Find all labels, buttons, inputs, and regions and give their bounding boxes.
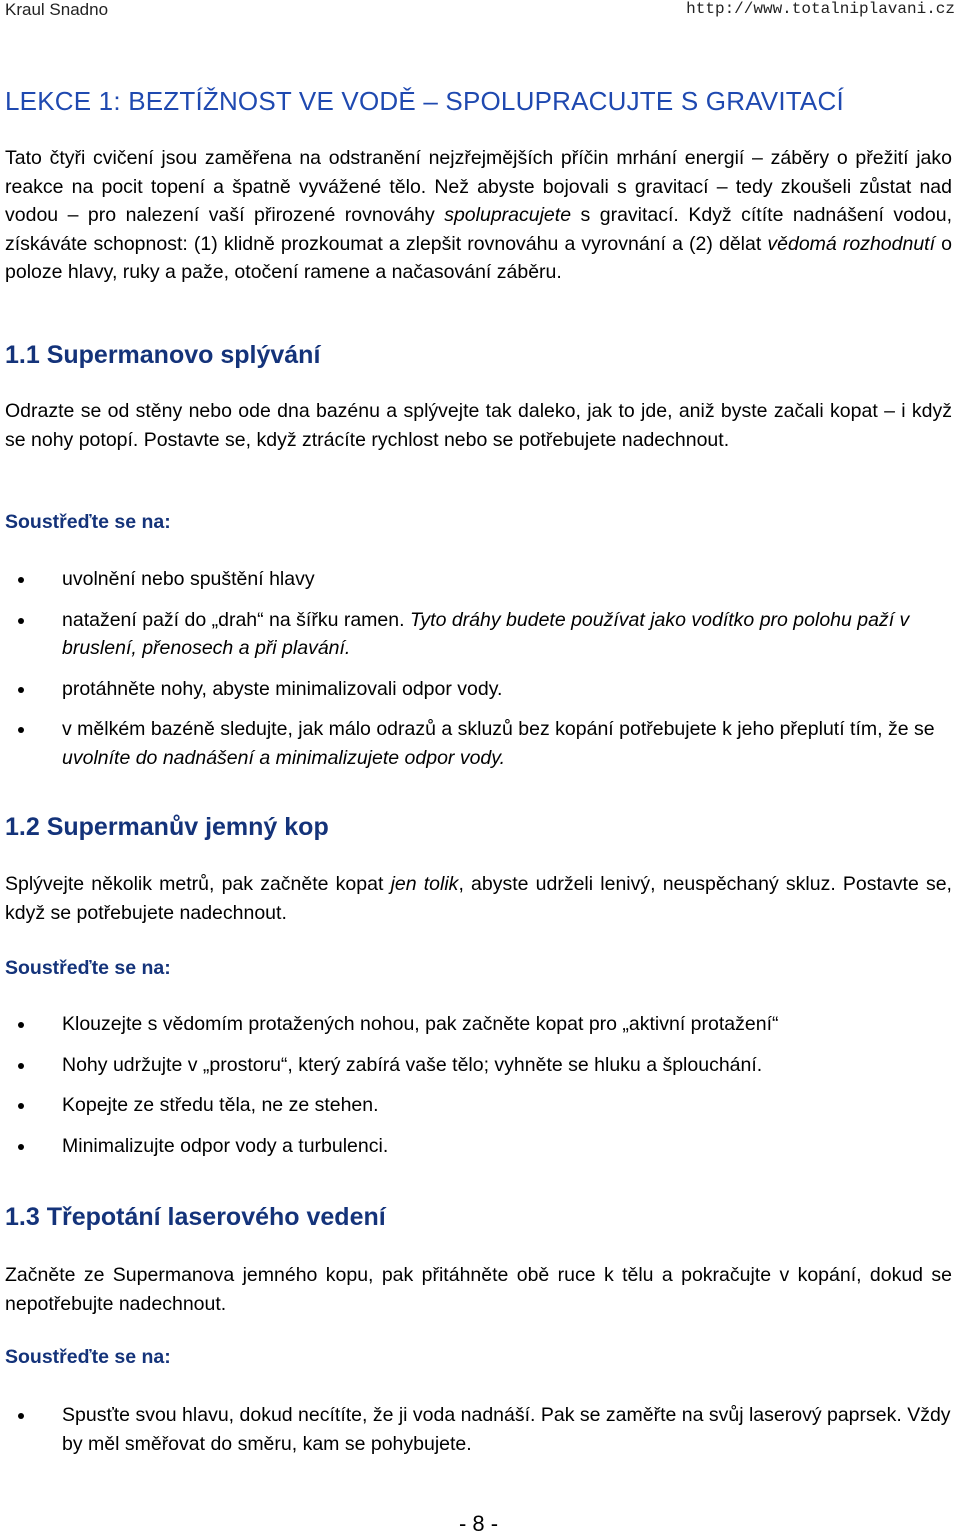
intro-text-italic-1: spolupracujete — [444, 204, 572, 226]
list-item — [5, 606, 952, 663]
list-item — [5, 1051, 952, 1080]
page-number: - 8 - — [458, 1511, 499, 1536]
list-item — [5, 1132, 952, 1161]
list-item — [5, 565, 952, 594]
intro-text-2: s gravitací. Když cítíte nadnášení vodou, získáváte schopnost: (1) klidně prozkoumat a zlepšit rovnováhu a vyrovnání a (2) dělat — [5, 204, 952, 255]
bullet-icon — [18, 618, 24, 624]
lesson-1-3-focus-label: Soustřeďte se na: — [5, 1346, 171, 1368]
lesson-1-3-text: Začněte ze Supermanova jemného kopu, pak přitáhněte obě ruce k tělu a pokračujte v kopání, dokud se nepotřebujte nadechnout. — [5, 1264, 952, 1315]
header-author: Kraul Snadno — [5, 0, 109, 19]
intro-text-italic-2: vědomá rozhodnutí — [767, 232, 936, 255]
intro-paragraph — [5, 144, 952, 287]
bullet-text: natažení paží do „drah“ na šířku ramen. — [62, 608, 410, 631]
bullet-icon — [18, 1063, 24, 1069]
lesson-1-3-bullets — [5, 1401, 952, 1470]
lesson-1-1-bullets — [5, 565, 952, 784]
lesson-title: LEKCE 1: BEZTÍŽNOST VE VODĚ – SPOLUPRACUJTE S GRAVITACÍ — [5, 86, 844, 116]
bullet-icon — [18, 1103, 24, 1109]
intro-text-1: Tato čtyři cvičení jsou zaměřena na odstranění nejzřejmějších příčin mrhání energií – záběry o přežití jako reakce na pocit topení a špatně vyvážené tělo. Než abyste bojovali s gravitací – tedy zkoušeli zůstat nad vodou – pro nalezení vaší přirozené rovnováhy — [5, 147, 952, 226]
bullet-text: Spusťte svou hlavu, dokud necítíte, že ji voda nadnáší. Pak se zaměřte na svůj laserový paprsek. Vždy by měl směřovat do směru, kam se pohybujete. — [62, 1404, 951, 1455]
list-item — [5, 675, 952, 704]
lesson-1-2-text-2: , abyste udrželi lenivý, neuspěchaný skluz. Postavte se, když se potřebujete nadechnout. — [5, 873, 952, 924]
lesson-1-2-focus-label: Soustřeďte se na: — [5, 957, 171, 979]
bullet-text: Klouzejte s vědomím protažených nohou, pak začněte kopat pro „aktivní protažení“ — [62, 1013, 779, 1035]
bullet-icon — [18, 577, 24, 583]
bullet-icon — [18, 687, 24, 693]
lesson-1-2-text-italic: jen tolik — [390, 873, 459, 895]
bullet-text: protáhněte nohy, abyste minimalizovali odpor vody. — [62, 677, 503, 700]
lesson-1-2-text-1: Splývejte několik metrů, pak začněte kopat — [5, 873, 391, 895]
bullet-text: Nohy udržujte v „prostoru“, který zabírá vaše tělo; vyhněte se hluku a šplouchání. — [62, 1053, 763, 1076]
list-item — [5, 1091, 952, 1120]
bullet-text-italic: uvolníte do nadnášení a minimalizujete odpor vody. — [62, 746, 505, 769]
bullet-icon — [18, 1022, 24, 1028]
lesson-1-1-heading: 1.1 Supermanovo splývání — [5, 341, 321, 369]
lesson-1-1-focus-label: Soustřeďte se na: — [5, 511, 171, 533]
header-url[interactable]: http://www.totalniplavani.cz — [686, 0, 955, 18]
bullet-icon — [18, 1413, 24, 1419]
lesson-1-2-heading: 1.2 Supermanův jemný kop — [5, 813, 329, 841]
lesson-1-2-bullets — [5, 1010, 952, 1172]
bullet-text: Minimalizujte odpor vody a turbulenci. — [62, 1134, 389, 1157]
lesson-1-2-text — [5, 870, 952, 927]
bullet-icon — [18, 1144, 24, 1150]
list-item — [5, 1401, 952, 1458]
bullet-text: Kopejte ze středu těla, ne ze stehen. — [62, 1094, 379, 1116]
bullet-text-italic: Tyto dráhy budete používat jako vodítko pro polohu paží v bruslení, přenosech a při plavání. — [62, 608, 910, 659]
list-item — [5, 1010, 952, 1039]
bullet-icon — [18, 727, 24, 733]
bullet-text: v mělkém bazéně sledujte, jak málo odrazů a skluzů bez kopání potřebujete k jeho přeplutí tím, že se — [62, 718, 935, 740]
lesson-1-1-text: Odrazte se od stěny nebo ode dna bazénu a splývejte tak daleko, jak to jde, aniž byste začali kopat – i když se nohy potopí. Postavte se, když ztrácíte rychlost nebo se potřebujete nadechnout. — [5, 400, 952, 451]
bullet-text: uvolnění nebo spuštění hlavy — [62, 568, 315, 590]
lesson-1-3-heading: 1.3 Třepotání laserového vedení — [5, 1203, 386, 1231]
intro-text-3: o poloze hlavy, ruky a paže, otočení ramene a načasování záběru. — [5, 232, 952, 283]
list-item — [5, 715, 952, 772]
